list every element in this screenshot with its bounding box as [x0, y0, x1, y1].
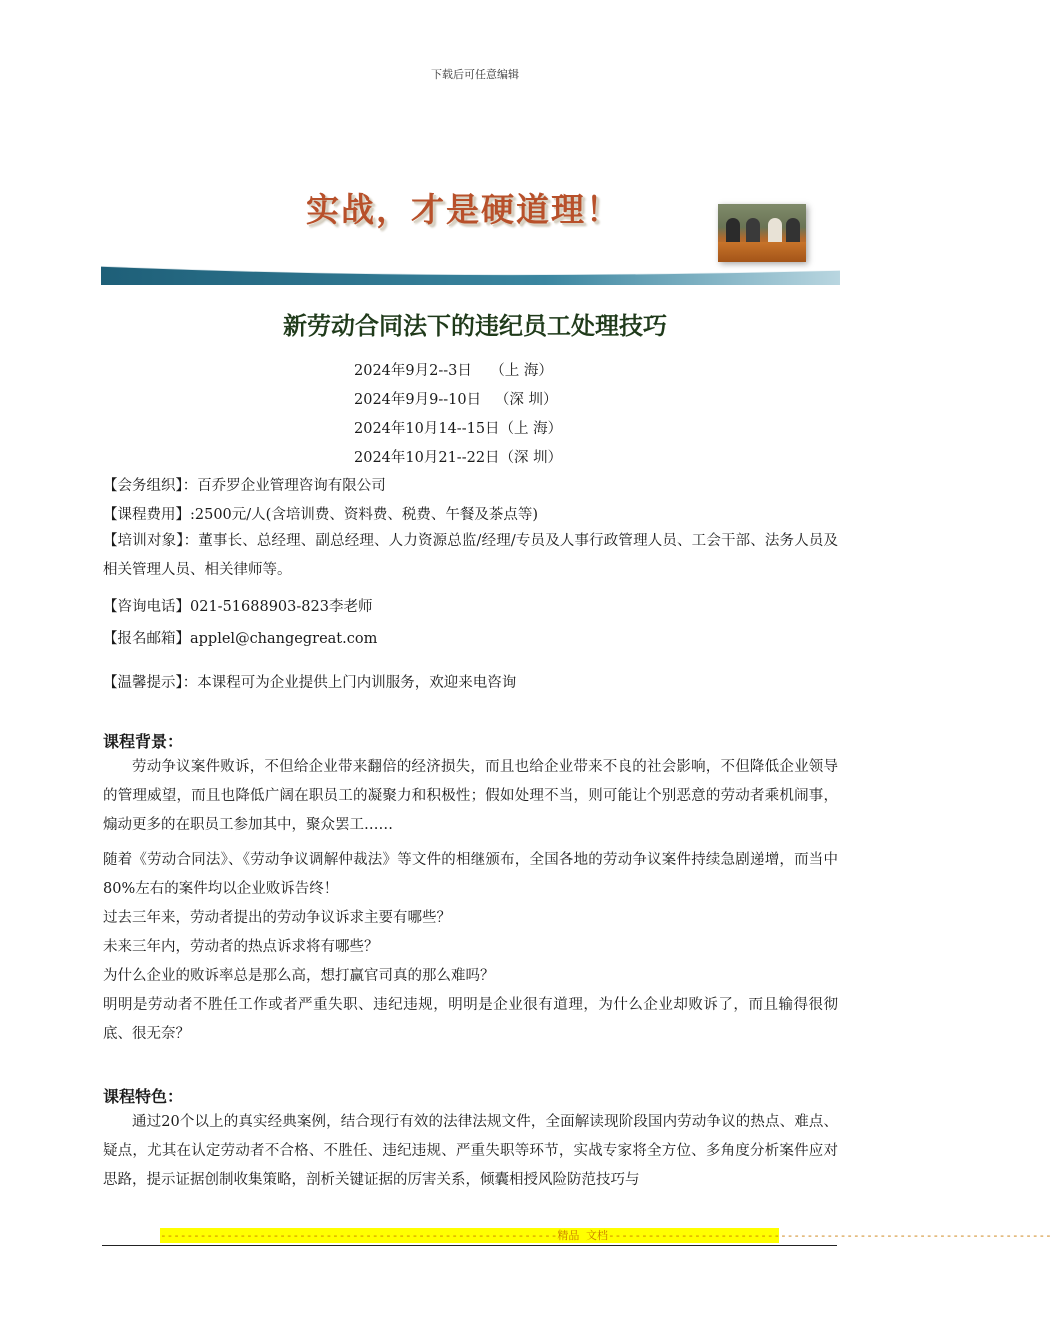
phone-line: 【咨询电话】021-51688903-823李老师: [103, 599, 373, 615]
email-line[interactable]: 【报名邮箱】applel@changegreat.com: [103, 631, 378, 647]
page-title: 新劳动合同法下的违纪员工处理技巧: [283, 311, 667, 340]
footer-divider: [102, 1245, 837, 1246]
header-note: 下载后可任意编辑: [431, 68, 519, 81]
background-question: 过去三年来，劳动者提出的劳动争议诉求主要有哪些？: [103, 910, 451, 926]
fee-line: 【课程费用】:2500元/人(含培训费、资料费、税费、午餐及茶点等): [103, 507, 538, 523]
schedule-item: 2024年10月21--22日（深 圳）: [354, 450, 563, 466]
schedule-list: [354, 357, 562, 473]
footer-watermark: ------------------------------------------------------------精品 文档-------------------------------------------------------------------: [160, 1229, 1052, 1242]
banner-slogan: 实战，才是硬道理！: [306, 190, 621, 229]
features-paragraph: 通过20个以上的真实经典案例，结合现行有效的法律法规文件，全面解读现阶段国内劳动争议的热点、难点、疑点，尤其在认定劳动者不合格、不胜任、违纪违规、严重失职等环节，实战专家将全方位、多角度分析案件应对思路，提示证据创制收集策略，剖析关键证据的厉害关系，倾囊相授风险防范技巧与: [103, 1114, 838, 1188]
banner: [101, 160, 840, 285]
meeting-photo: [718, 204, 806, 262]
background-question: 未来三年内，劳动者的热点诉求将有哪些？: [103, 939, 379, 955]
schedule-item: 2024年9月9--10日 （深 圳）: [354, 392, 558, 408]
schedule-item: 2024年10月14--15日（上 海）: [354, 421, 563, 437]
background-question: 明明是劳动者不胜任工作或者严重失职、违纪违规，明明是企业很有道理，为什么企业却败诉了，而且输得很彻底、很无奈？: [103, 997, 838, 1042]
background-paragraph: 劳动争议案件败诉，不但给企业带来翻倍的经济损失，而且也给企业带来不良的社会影响，不但降低企业领导的管理威望，而且也降低广阔在职员工的凝聚力和积极性；假如处理不当，则可能让个别恶意的劳动者乘机闹事，煽动更多的在职员工参加其中，聚众罢工……: [103, 759, 838, 833]
schedule-item: 2024年9月2--3日 （上 海）: [354, 363, 553, 379]
features-heading: 课程特色：: [103, 1087, 184, 1106]
background-question: 为什么企业的败诉率总是那么高，想打赢官司真的那么难吗？: [103, 968, 495, 984]
audience-line: 【培训对象】：董事长、总经理、副总经理、人力资源总监/经理/专员及人事行政管理人员、工会干部、法务人员及相关管理人员、相关律师等。: [103, 533, 838, 578]
background-heading: 课程背景：: [103, 732, 184, 751]
tip-line: 【温馨提示】：本课程可为企业提供上门内训服务，欢迎来电咨询: [103, 675, 517, 691]
background-paragraph: 随着《劳动合同法》、《劳动争议调解仲裁法》等文件的相继颁布，全国各地的劳动争议案件持续急剧递增，而当中80%左右的案件均以企业败诉告终！: [103, 852, 838, 897]
banner-swoosh: [101, 264, 840, 285]
organizer-line: 【会务组织】：百乔罗企业管理咨询有限公司: [103, 478, 386, 494]
